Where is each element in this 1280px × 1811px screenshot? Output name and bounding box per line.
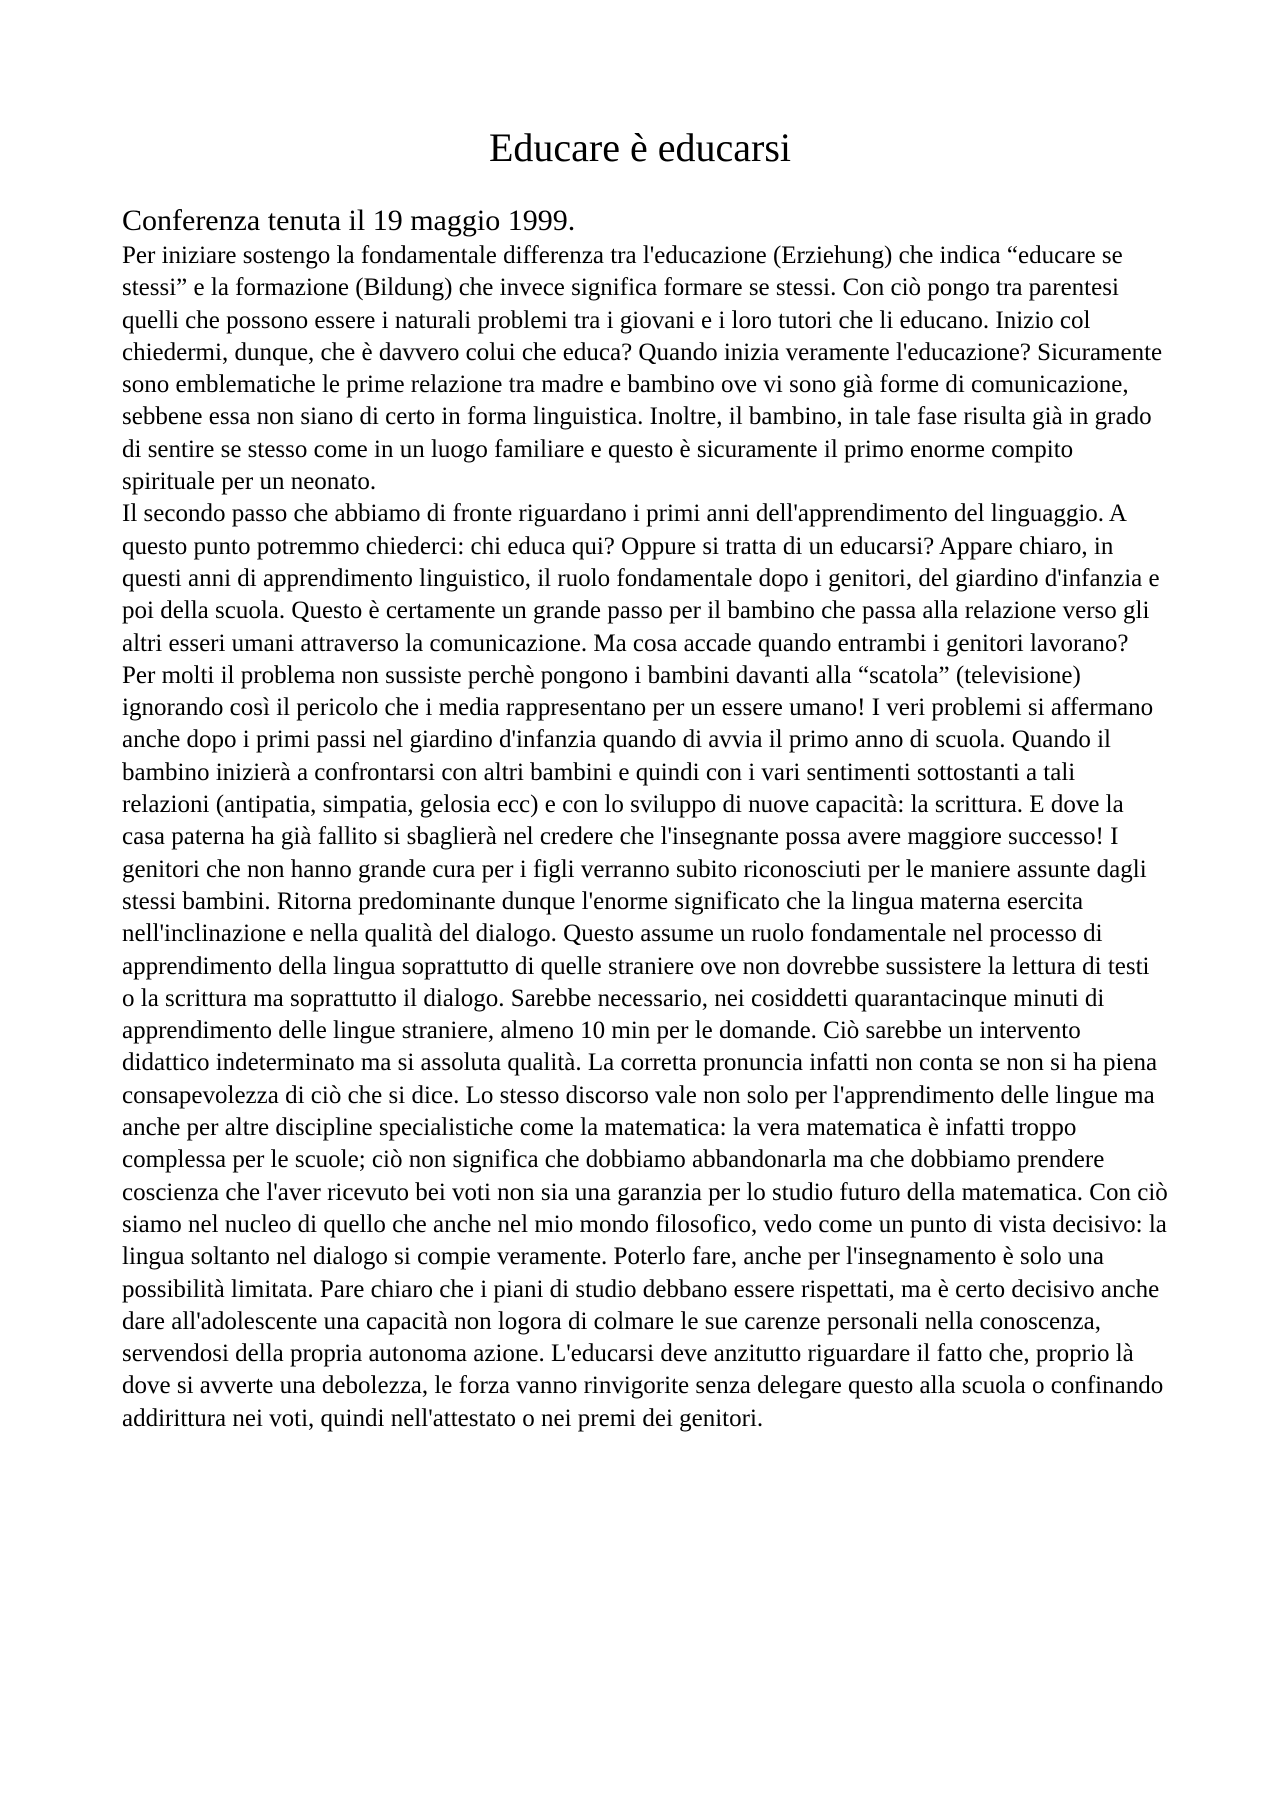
- paragraph-2: Il secondo passo che abbiamo di fronte riguardano i primi anni dell'apprendimento del linguaggio. A questo punto potremmo chiederci: chi educa qui? Oppure si tratta di un educarsi? Appare chiaro, in questi anni di apprendimento linguistico, il ruolo fondamentale dopo i genitori, del giardino d'infanzia e poi della scuola. Questo è certamente un grande passo per il bambino che passa alla relazione verso gli altri esseri umani attraverso la comunicazione. Ma cosa accade quando entrambi i genitori lavorano? Per molti il problema non sussiste perchè pongono i bambini davanti alla “scatola” (televisione) ignorando così il pericolo che i media rappresentano per un essere umano! I veri problemi si affermano anche dopo i primi passi nel giardino d'infanzia quando di avvia il primo anno di scuola. Quando il bambino inizierà a confrontarsi con altri bambini e quindi con i vari sentimenti sottostanti a tali relazioni (antipatia, simpatia, gelosia ecc) e con lo sviluppo di nuove capacità: la scrittura. E dove la casa paterna ha già fallito si sbaglierà nel credere che l'insegnante possa avere maggiore successo! I genitori che non hanno grande cura per i figli verranno subito riconosciuti per le maniere assunte dagli stessi bambini. Ritorna predominante dunque l'enorme significato che la lingua materna esercita nell'inclinazione e nella qualità del dialogo. Questo assume un ruolo fondamentale nel processo di apprendimento della lingua soprattutto di quelle straniere ove non dovrebbe sussistere la lettura di testi o la scrittura ma soprattutto il dialogo. Sarebbe necessario, nei cosiddetti quarantacinque minuti di apprendimento delle lingue straniere, almeno 10 min per le domande. Ciò sarebbe un intervento didattico indeterminato ma si assoluta qualità. La corretta pronuncia infatti non conta se non si ha piena consapevolezza di ciò che si dice. Lo stesso discorso vale non solo per l'apprendimento delle lingue ma anche per altre discipline specialistiche come la matematica: la vera matematica è infatti troppo complessa per le scuole; ciò non significa che dobbiamo abbandonarla ma che dobbiamo prendere coscienza che l'aver ricevuto bei voti non sia una garanzia per lo studio futuro della matematica. Con ciò siamo nel nucleo di quello che anche nel mio mondo filosofico, vedo come un punto di vista decisivo: la lingua soltanto nel dialogo si compie veramente. Poterlo fare, anche per l'insegnamento è solo una possibilità limitata. Pare chiaro che i piani di studio debbano essere rispettati, ma è certo decisivo anche dare all'adolescente una capacità non logora di colmare le sue carenze personali nella conoscenza, servendosi della propria autonoma azione. L'educarsi deve anzitutto riguardare il fatto che, proprio là dove si avverte una debolezza, le forza vanno rinvigorite senza delegare questo alla scuola o confinando addirittura nei voti, quindi nell'attestato o nei premi dei genitori.: [122, 500, 1168, 1432]
- paragraph-1: Per iniziare sostengo la fondamentale differenza tra l'educazione (Erziehung) che indica “educare se stessi” e la formazione (Bildung) che invece significa formare se stessi. Con ciò pongo tra parentesi quelli che possono essere i naturali problemi tra i giovani e i loro tutori che li educano. Inizio col chiedermi, dunque, che è davvero colui che educa? Quando inizia veramente l'educazione? Sicuramente sono emblematiche le prime relazione tra madre e bambino ove vi sono già forme di comunicazione, sebbene essa non siano di certo in forma linguistica. Inoltre, il bambino, in tale fase risulta già in grado di sentire se stesso come in un luogo familiare e questo è sicuramente il primo enorme compito spirituale per un neonato.: [122, 242, 1163, 496]
- document-body: [122, 240, 1168, 1435]
- document-title: Educare è educarsi: [488, 125, 792, 170]
- document-subtitle: Conferenza tenuta il 19 maggio 1999.: [122, 204, 576, 237]
